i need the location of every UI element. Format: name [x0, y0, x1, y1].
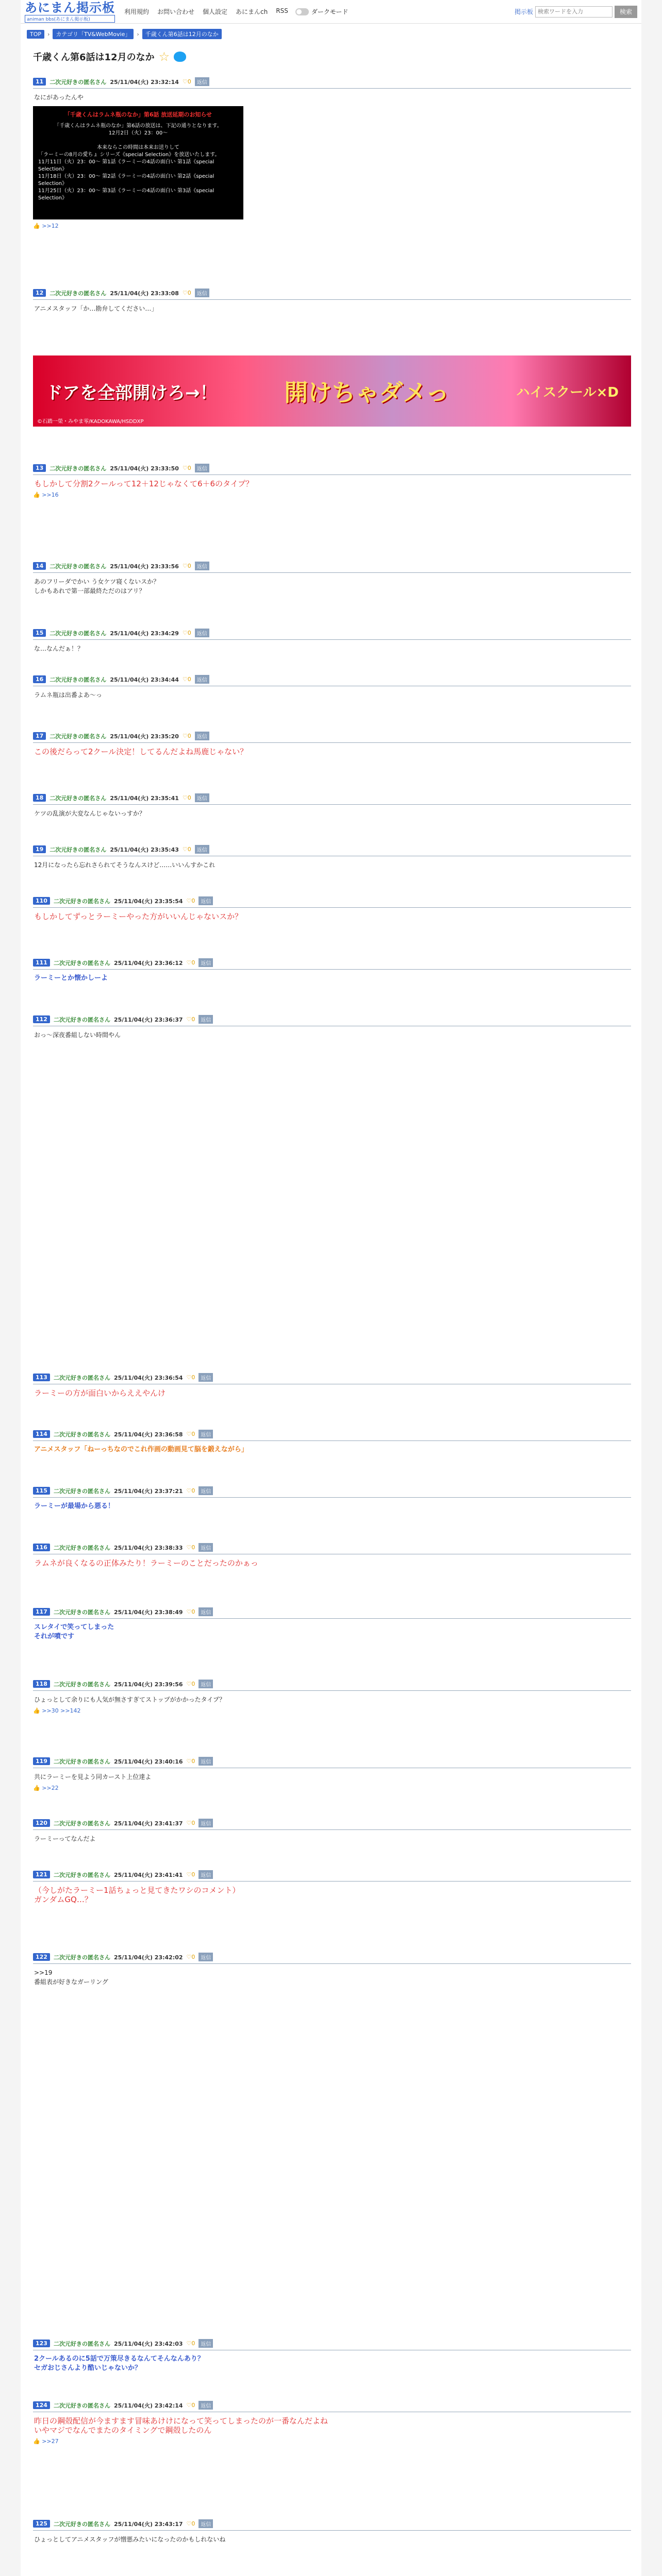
post-body: な…なんだぁ！？: [34, 645, 84, 652]
post-author: 二次元好きの匿名さん: [53, 897, 110, 905]
breadcrumb-separator: ›: [137, 30, 139, 38]
post: [33, 2519, 631, 2544]
header-nav: [124, 7, 288, 16]
heart-icon: ♡: [186, 1608, 192, 1615]
post-header: [33, 289, 631, 300]
post-author: 二次元好きの匿名さん: [53, 1431, 110, 1438]
post-header: [33, 1757, 631, 1768]
good-count: 0: [187, 78, 191, 85]
heart-icon: ♡: [186, 1016, 192, 1023]
heart-icon: ♡: [182, 630, 188, 636]
heart-icon: ♡: [186, 1871, 192, 1878]
ad-right-text: ハイスクール×D: [516, 384, 619, 400]
good-button[interactable]: [183, 733, 191, 739]
post-header: [33, 675, 631, 686]
post-body: 昨日の鋼殻配信が今ますます冒味あけけになって笑ってしまったのが一番なんだよね いやマジでなんでまたのタイミングで鋼殻したのん: [34, 2416, 328, 2435]
post-date: 25/11/04(火) 23:38:49: [113, 1608, 183, 1616]
good-button[interactable]: [187, 959, 195, 966]
post-date: 25/11/04(火) 23:43:17: [113, 2520, 183, 2528]
dark-mode[interactable]: [295, 7, 349, 16]
post-author: 二次元好きの匿名さん: [53, 1758, 110, 1765]
post-date: 25/11/04(火) 23:40:16: [113, 1758, 183, 1765]
post-body: 12月になったら忘れさられてそうなんスけど……いいんすかこれ: [34, 861, 216, 869]
post-date: 25/11/04(火) 23:35:43: [110, 846, 179, 853]
post: [33, 1607, 631, 1641]
heart-icon: ♡: [186, 1681, 192, 1687]
post: [33, 2401, 631, 2445]
good-count: 0: [187, 563, 191, 569]
reply-anchors[interactable]: 👍 >>22: [33, 1785, 59, 1791]
post-header: [33, 1373, 631, 1384]
ad-banner[interactable]: [33, 355, 631, 427]
post-author: 二次元好きの匿名さん: [49, 465, 107, 472]
post-date: 25/11/04(火) 23:35:20: [110, 733, 179, 740]
reply-button[interactable]: 返信: [198, 1757, 213, 1766]
post: [33, 958, 631, 983]
post-date: 25/11/04(火) 23:42:14: [113, 2402, 183, 2409]
post: [33, 1543, 631, 1568]
post-number[interactable]: 116: [33, 1544, 50, 1551]
post: [33, 793, 631, 818]
post-body: 2クールあるのに5話で万策尽きるなんてそんなんあり？ セガおじさんより酷いじゃないか？: [34, 2355, 204, 2372]
post-body: ひょっとしてアニメスタッフが憎悪みたいになったのかもしれないね: [34, 2536, 226, 2543]
right-margin: [641, 0, 662, 2576]
post-date: 25/11/04(火) 23:34:44: [110, 676, 179, 683]
reply-button[interactable]: 返信: [198, 1543, 213, 1552]
post: [33, 1870, 631, 1904]
good-button[interactable]: [187, 1374, 195, 1381]
post-date: 25/11/04(火) 23:42:03: [113, 2340, 183, 2347]
post-number[interactable]: 111: [33, 959, 50, 967]
image-text-line: 「ラーミーの8月の愛ちょ シリーズ《special Selection》を放送いたします。: [38, 152, 220, 158]
post-author: 二次元好きの匿名さん: [49, 733, 107, 740]
heart-icon: ♡: [186, 1544, 192, 1551]
reply-button[interactable]: 返信: [195, 845, 209, 854]
post-author: 二次元好きの匿名さん: [49, 846, 107, 853]
reply-button[interactable]: 返信: [195, 732, 209, 740]
post-body: ひょっとして余りにも人気が無さすぎてストップがかかったタイプ？: [34, 1696, 226, 1703]
heart-icon: ♡: [186, 1820, 192, 1826]
dark-mode-label: ダークモード: [311, 8, 349, 15]
heart-icon: ♡: [182, 676, 188, 683]
post-date: 25/11/04(火) 23:36:54: [113, 1374, 183, 1381]
post-header: [33, 562, 631, 573]
post-date: 25/11/04(火) 23:33:56: [110, 563, 179, 570]
post-body: この後だらって2クール決定！してるんだよね馬鹿じゃない？: [34, 747, 248, 756]
post-number[interactable]: 110: [33, 897, 50, 905]
post-author: 二次元好きの匿名さん: [53, 2402, 110, 2409]
heart-icon: ♡: [182, 290, 188, 296]
good-count: 0: [191, 1758, 195, 1765]
post: [33, 1953, 631, 1987]
post-number[interactable]: 16: [33, 675, 46, 683]
post-author: 二次元好きの匿名さん: [53, 1544, 110, 1551]
post-author: 二次元好きの匿名さん: [49, 794, 107, 802]
post-date: 25/11/04(火) 23:41:41: [113, 1871, 183, 1878]
post-body: あのフリーダでかい う女ケツ寝くないスか？ しかもあれで第一部最終ただのはアリ？: [34, 578, 160, 595]
good-button[interactable]: [187, 1431, 195, 1437]
post: [33, 2339, 631, 2373]
nav-contact[interactable]: お問い合わせ: [157, 8, 195, 15]
post-date: 25/11/04(火) 23:41:37: [113, 1820, 183, 1827]
post-number[interactable]: 118: [33, 1680, 50, 1688]
good-count: 0: [187, 676, 191, 683]
reply-button[interactable]: 返信: [195, 675, 209, 684]
reply-anchors[interactable]: 👍 >>27: [33, 2438, 59, 2445]
post: [33, 629, 631, 653]
good-count: 0: [187, 733, 191, 739]
good-button[interactable]: [187, 1758, 195, 1765]
breadcrumb-separator: ›: [47, 30, 50, 38]
post-author: 二次元好きの匿名さん: [49, 630, 107, 637]
good-button[interactable]: [183, 465, 191, 471]
post-author: 二次元好きの匿名さん: [53, 2340, 110, 2347]
heart-icon: ♡: [186, 959, 192, 966]
good-button[interactable]: [187, 1871, 195, 1878]
image-text-line: 「千歳くんはラムネ瓶のなか」第6話の放送は、下記の通りとなります。: [54, 123, 222, 129]
heart-icon: ♡: [186, 1758, 192, 1765]
post: [33, 1373, 631, 1398]
post: [33, 896, 631, 921]
reply-button[interactable]: 返信: [198, 1015, 213, 1024]
image-text-line: 11月18日（火）23：00～ 第2話《ラーミーの4話の面白い 第2話《special Selection》: [38, 174, 214, 187]
post-body: スレタイで笑ってしまった それが噴です: [34, 1623, 114, 1640]
reply-button[interactable]: 返信: [195, 629, 209, 637]
heart-icon: ♡: [186, 1431, 192, 1437]
good-count: 0: [191, 1608, 195, 1615]
dark-mode-toggle[interactable]: [295, 8, 309, 15]
good-count: 0: [191, 1374, 195, 1381]
reply-button[interactable]: 返信: [195, 793, 209, 802]
good-count: 0: [191, 1871, 195, 1878]
image-text-line: 12月2日（火）23：00～: [108, 130, 168, 136]
good-button[interactable]: [187, 1681, 195, 1687]
reply-button[interactable]: 返信: [198, 1607, 213, 1616]
heart-icon: ♡: [182, 465, 188, 471]
post-date: 25/11/04(火) 23:38:33: [113, 1544, 183, 1551]
good-button[interactable]: [187, 1544, 195, 1551]
good-count: 0: [191, 1544, 195, 1551]
good-button[interactable]: [183, 563, 191, 569]
reply-button[interactable]: 返信: [198, 1680, 213, 1688]
nav-rss[interactable]: RSS: [276, 7, 288, 14]
post-author: 二次元好きの匿名さん: [53, 1487, 110, 1495]
breadcrumb-top[interactable]: TOP: [27, 30, 44, 39]
reply-button[interactable]: 返信: [195, 464, 209, 472]
good-count: 0: [187, 290, 191, 296]
post-date: 25/11/04(火) 23:36:58: [113, 1431, 183, 1438]
good-count: 0: [187, 465, 191, 471]
post-number[interactable]: 14: [33, 562, 46, 570]
breadcrumb-thread[interactable]: 千歳くん第6話は12月のなか: [142, 29, 222, 39]
post-number[interactable]: 13: [33, 464, 46, 472]
good-button[interactable]: [187, 1954, 195, 1960]
reply-button[interactable]: 返信: [198, 896, 213, 905]
reply-anchors[interactable]: 👍 >>16: [33, 492, 59, 498]
good-count: 0: [191, 1487, 195, 1494]
post-date: 25/11/04(火) 23:33:08: [110, 290, 179, 297]
post-number[interactable]: 123: [33, 2340, 50, 2347]
good-count: 0: [191, 1431, 195, 1437]
post-number[interactable]: 19: [33, 845, 46, 853]
good-button[interactable]: [187, 1608, 195, 1615]
heart-icon: ♡: [182, 78, 188, 85]
post-number[interactable]: 121: [33, 1871, 50, 1878]
post-body: ケツの乱演が大変なんじゃないっすか？: [34, 810, 145, 817]
post-author: 二次元好きの匿名さん: [53, 1608, 110, 1616]
image-text-line: 本来ならこの時間は本来お送りして: [97, 145, 179, 150]
post-header: [33, 1953, 631, 1964]
heart-icon: ♡: [182, 733, 188, 739]
post-header: [33, 1680, 631, 1691]
good-count: 0: [191, 1820, 195, 1826]
post-header: [33, 1015, 631, 1026]
ad-copyright: ©石踏一榮・みやま零/KADOKAWA/HSDDXP: [37, 419, 144, 425]
ad-left-text: ドアを全部開けろ→！: [45, 382, 218, 403]
post-number[interactable]: 122: [33, 1953, 50, 1961]
reply-button[interactable]: 返信: [198, 1870, 213, 1879]
reply-button[interactable]: 返信: [195, 289, 209, 297]
reply-button[interactable]: 返信: [198, 2401, 213, 2410]
good-button[interactable]: [183, 290, 191, 296]
post-header: [33, 1819, 631, 1830]
post-number[interactable]: 113: [33, 1374, 50, 1381]
reply-button[interactable]: 返信: [198, 1486, 213, 1495]
twitter-share-icon[interactable]: [174, 52, 186, 62]
post-body: 共にラーミーを見よう同カースト上位達よ: [34, 1773, 152, 1781]
search-area: [515, 6, 637, 18]
post: [33, 562, 631, 596]
left-margin: [0, 0, 21, 2576]
post-body: アニメスタッフ「か…勘弁してください…」: [34, 305, 158, 312]
post-body: ラーミーとか懐かしーよ: [34, 974, 108, 982]
heart-icon: ♡: [186, 1954, 192, 1960]
image-text-line: 11月25日（火）23：00～ 第3話《ラーミーの4話の面白い 第3話《special Selection》: [38, 188, 214, 201]
good-count: 0: [191, 959, 195, 966]
post-header: [33, 958, 631, 970]
post-author: 二次元好きの匿名さん: [53, 1871, 110, 1878]
post-date: 25/11/04(火) 23:36:12: [113, 959, 183, 967]
post-author: 二次元好きの匿名さん: [53, 1016, 110, 1023]
post-author: 二次元好きの匿名さん: [49, 676, 107, 683]
good-count: 0: [191, 1954, 195, 1960]
good-button[interactable]: [183, 630, 191, 636]
search-scope[interactable]: 掲示板: [514, 8, 533, 15]
good-count: 0: [191, 2402, 195, 2409]
post-date: 25/11/04(火) 23:37:21: [113, 1487, 183, 1495]
post-number[interactable]: 17: [33, 732, 46, 740]
post-header: [33, 793, 631, 805]
post-author: 二次元好きの匿名さん: [53, 1954, 110, 1961]
reply-anchors[interactable]: 👍 >>12: [33, 223, 59, 229]
heart-icon: ♡: [182, 563, 188, 569]
post-header: [33, 464, 631, 475]
reply-button[interactable]: 返信: [198, 1953, 213, 1961]
post-number[interactable]: 115: [33, 1487, 50, 1495]
site-logo-name[interactable]: あにまん掲示板: [25, 0, 115, 15]
post-date: 25/11/04(火) 23:42:02: [113, 1954, 183, 1961]
post-body: ラーミーってなんだよ: [34, 1835, 96, 1842]
post-header: [33, 1430, 631, 1441]
post-body: なにがあったんや: [34, 94, 84, 101]
post-date: 25/11/04(火) 23:32:14: [110, 78, 179, 86]
site-logo-sub: animan bbs(あにまん掲示板): [25, 15, 115, 23]
site-header: [21, 0, 641, 24]
post-body: おっ～深夜番組しない時間やん: [34, 1031, 121, 1039]
post-header: [33, 845, 631, 856]
good-button[interactable]: [183, 846, 191, 853]
post-number[interactable]: 11: [33, 78, 46, 86]
nav-animanch[interactable]: あにまんch: [236, 8, 268, 15]
post-header: [33, 1486, 631, 1498]
site-logo[interactable]: [25, 1, 115, 23]
image-text-line: 「千歳くんはラムネ瓶のなか」第6話 放送延期のお知らせ: [64, 111, 212, 118]
post-author: 二次元好きの匿名さん: [53, 2520, 110, 2528]
good-count: 0: [191, 2340, 195, 2347]
reply-button[interactable]: 返信: [198, 2339, 213, 2348]
good-count: 0: [191, 2520, 195, 2527]
favorite-star-icon[interactable]: ☆: [158, 49, 170, 64]
post-number[interactable]: 120: [33, 1819, 50, 1827]
post-author: 二次元好きの匿名さん: [53, 1374, 110, 1381]
post-date: 25/11/04(火) 23:35:54: [113, 897, 183, 905]
reply-button[interactable]: 返信: [198, 958, 213, 967]
post: [33, 732, 631, 756]
ad-mid-text: 開けちゃダメっ: [284, 379, 450, 406]
post-number[interactable]: 114: [33, 1430, 50, 1438]
post-header: [33, 1543, 631, 1554]
post-header: [33, 77, 631, 89]
reply-button[interactable]: 返信: [195, 562, 209, 570]
post: [33, 845, 631, 870]
post-header: [33, 896, 631, 908]
good-count: 0: [191, 1681, 195, 1687]
post-body: もしかして分割2クールって12＋12じゃなくて6＋6のタイプ？: [34, 479, 254, 488]
heart-icon: ♡: [186, 2340, 192, 2347]
post-author: 二次元好きの匿名さん: [53, 1820, 110, 1827]
nav-terms[interactable]: 利用規約: [124, 8, 150, 15]
good-button[interactable]: [187, 1016, 195, 1023]
post-header: [33, 629, 631, 640]
post-body: ラムネが良くなるの正体みたり！ラーミーのことだったのかぁっ: [34, 1558, 258, 1568]
post-number[interactable]: 12: [33, 289, 46, 297]
good-button[interactable]: [187, 897, 195, 904]
good-button[interactable]: [187, 1487, 195, 1494]
thread-header: [21, 42, 641, 73]
post-header: [33, 1607, 631, 1619]
heart-icon: ♡: [186, 897, 192, 904]
post-image[interactable]: [33, 106, 243, 219]
post-date: 25/11/04(火) 23:34:29: [110, 630, 179, 637]
post-date: 25/11/04(火) 23:33:50: [110, 465, 179, 472]
post-number[interactable]: 112: [33, 1015, 50, 1023]
post: [33, 464, 631, 498]
post-header: [33, 1870, 631, 1882]
post-number[interactable]: 119: [33, 1757, 50, 1765]
post-body: ラムネ瓶は出番よあ～っ: [34, 691, 102, 699]
post-body: アニメスタッフ「ねーっちなのでこれ作画の動画見て脳を鍛えながら」: [34, 1446, 248, 1453]
post-date: 25/11/04(火) 23:39:56: [113, 1681, 183, 1688]
good-count: 0: [191, 897, 195, 904]
image-text-line: 11月11日（火）23：00～ 第1話《ラーミーの4話の面白い 第1話《special Selection》: [38, 159, 214, 172]
breadcrumb: [21, 24, 641, 42]
good-button[interactable]: [187, 2340, 195, 2347]
good-button[interactable]: [183, 676, 191, 683]
reply-button[interactable]: 返信: [195, 77, 209, 86]
reply-anchors[interactable]: 👍 >>30 >>142: [33, 1707, 81, 1714]
good-count: 0: [191, 1016, 195, 1023]
post-author: 二次元好きの匿名さん: [53, 1681, 110, 1688]
post-number[interactable]: 15: [33, 629, 46, 637]
post-body: >>19 番組表が好きなガーリング: [34, 1969, 108, 1986]
good-button[interactable]: [183, 78, 191, 85]
post-body: ラーミーが最場から悪る！: [34, 1502, 115, 1510]
heart-icon: ♡: [182, 794, 188, 801]
post-date: 25/11/04(火) 23:36:37: [113, 1016, 183, 1023]
post-body: ラーミーの方が面白いからええやんけ: [34, 1388, 166, 1398]
post-author: 二次元好きの匿名さん: [53, 959, 110, 967]
post-number[interactable]: 18: [33, 794, 46, 802]
post-body: もしかしてずっとラーミーやった方がいいんじゃないスか？: [34, 912, 243, 921]
page-title: 千歳くん第6話は12月のなか: [33, 52, 155, 63]
heart-icon: ♡: [186, 1374, 192, 1381]
post-date: 25/11/04(火) 23:35:41: [110, 794, 179, 802]
post: [33, 1015, 631, 1040]
post: [33, 1430, 631, 1454]
nav-settings[interactable]: 個人設定: [203, 8, 228, 15]
reply-button[interactable]: 返信: [198, 1819, 213, 1827]
post: [33, 1819, 631, 1843]
post-author: 二次元好きの匿名さん: [49, 563, 107, 570]
good-count: 0: [187, 630, 191, 636]
good-button[interactable]: [187, 2520, 195, 2527]
good-button[interactable]: [187, 2402, 195, 2409]
post-number[interactable]: 117: [33, 1608, 50, 1616]
content-column: [21, 0, 641, 2576]
heart-icon: ♡: [182, 846, 188, 853]
post-header: [33, 2519, 631, 2531]
heart-icon: ♡: [186, 2402, 192, 2409]
post: [33, 1757, 631, 1791]
good-count: 0: [187, 794, 191, 801]
post: [33, 77, 631, 229]
reply-button[interactable]: 返信: [198, 2519, 213, 2528]
reply-button[interactable]: 返信: [198, 1373, 213, 1382]
post: [33, 1486, 631, 1511]
post-number[interactable]: 125: [33, 2520, 50, 2528]
post: [33, 1680, 631, 1714]
post: [33, 289, 631, 313]
post: [33, 675, 631, 700]
heart-icon: ♡: [186, 2520, 192, 2527]
post-header: [33, 732, 631, 743]
heart-icon: ♡: [186, 1487, 192, 1494]
good-button[interactable]: [183, 794, 191, 801]
post-header: [33, 2401, 631, 2412]
search-input[interactable]: [535, 6, 613, 18]
good-count: 0: [187, 846, 191, 853]
post-number[interactable]: 124: [33, 2401, 50, 2409]
breadcrumb-category[interactable]: カテゴリ「TV&WebMovie」: [53, 29, 134, 39]
reply-button[interactable]: 返信: [198, 1430, 213, 1438]
post-body: （今しがたラーミー1話ちょっと見てきたワシのコメント） ガンダムGQ…？: [34, 1886, 240, 1904]
post-author: 二次元好きの匿名さん: [49, 290, 107, 297]
search-button[interactable]: 検索: [615, 6, 637, 18]
post-author: 二次元好きの匿名さん: [49, 78, 107, 86]
post-header: [33, 2339, 631, 2350]
good-button[interactable]: [187, 1820, 195, 1826]
